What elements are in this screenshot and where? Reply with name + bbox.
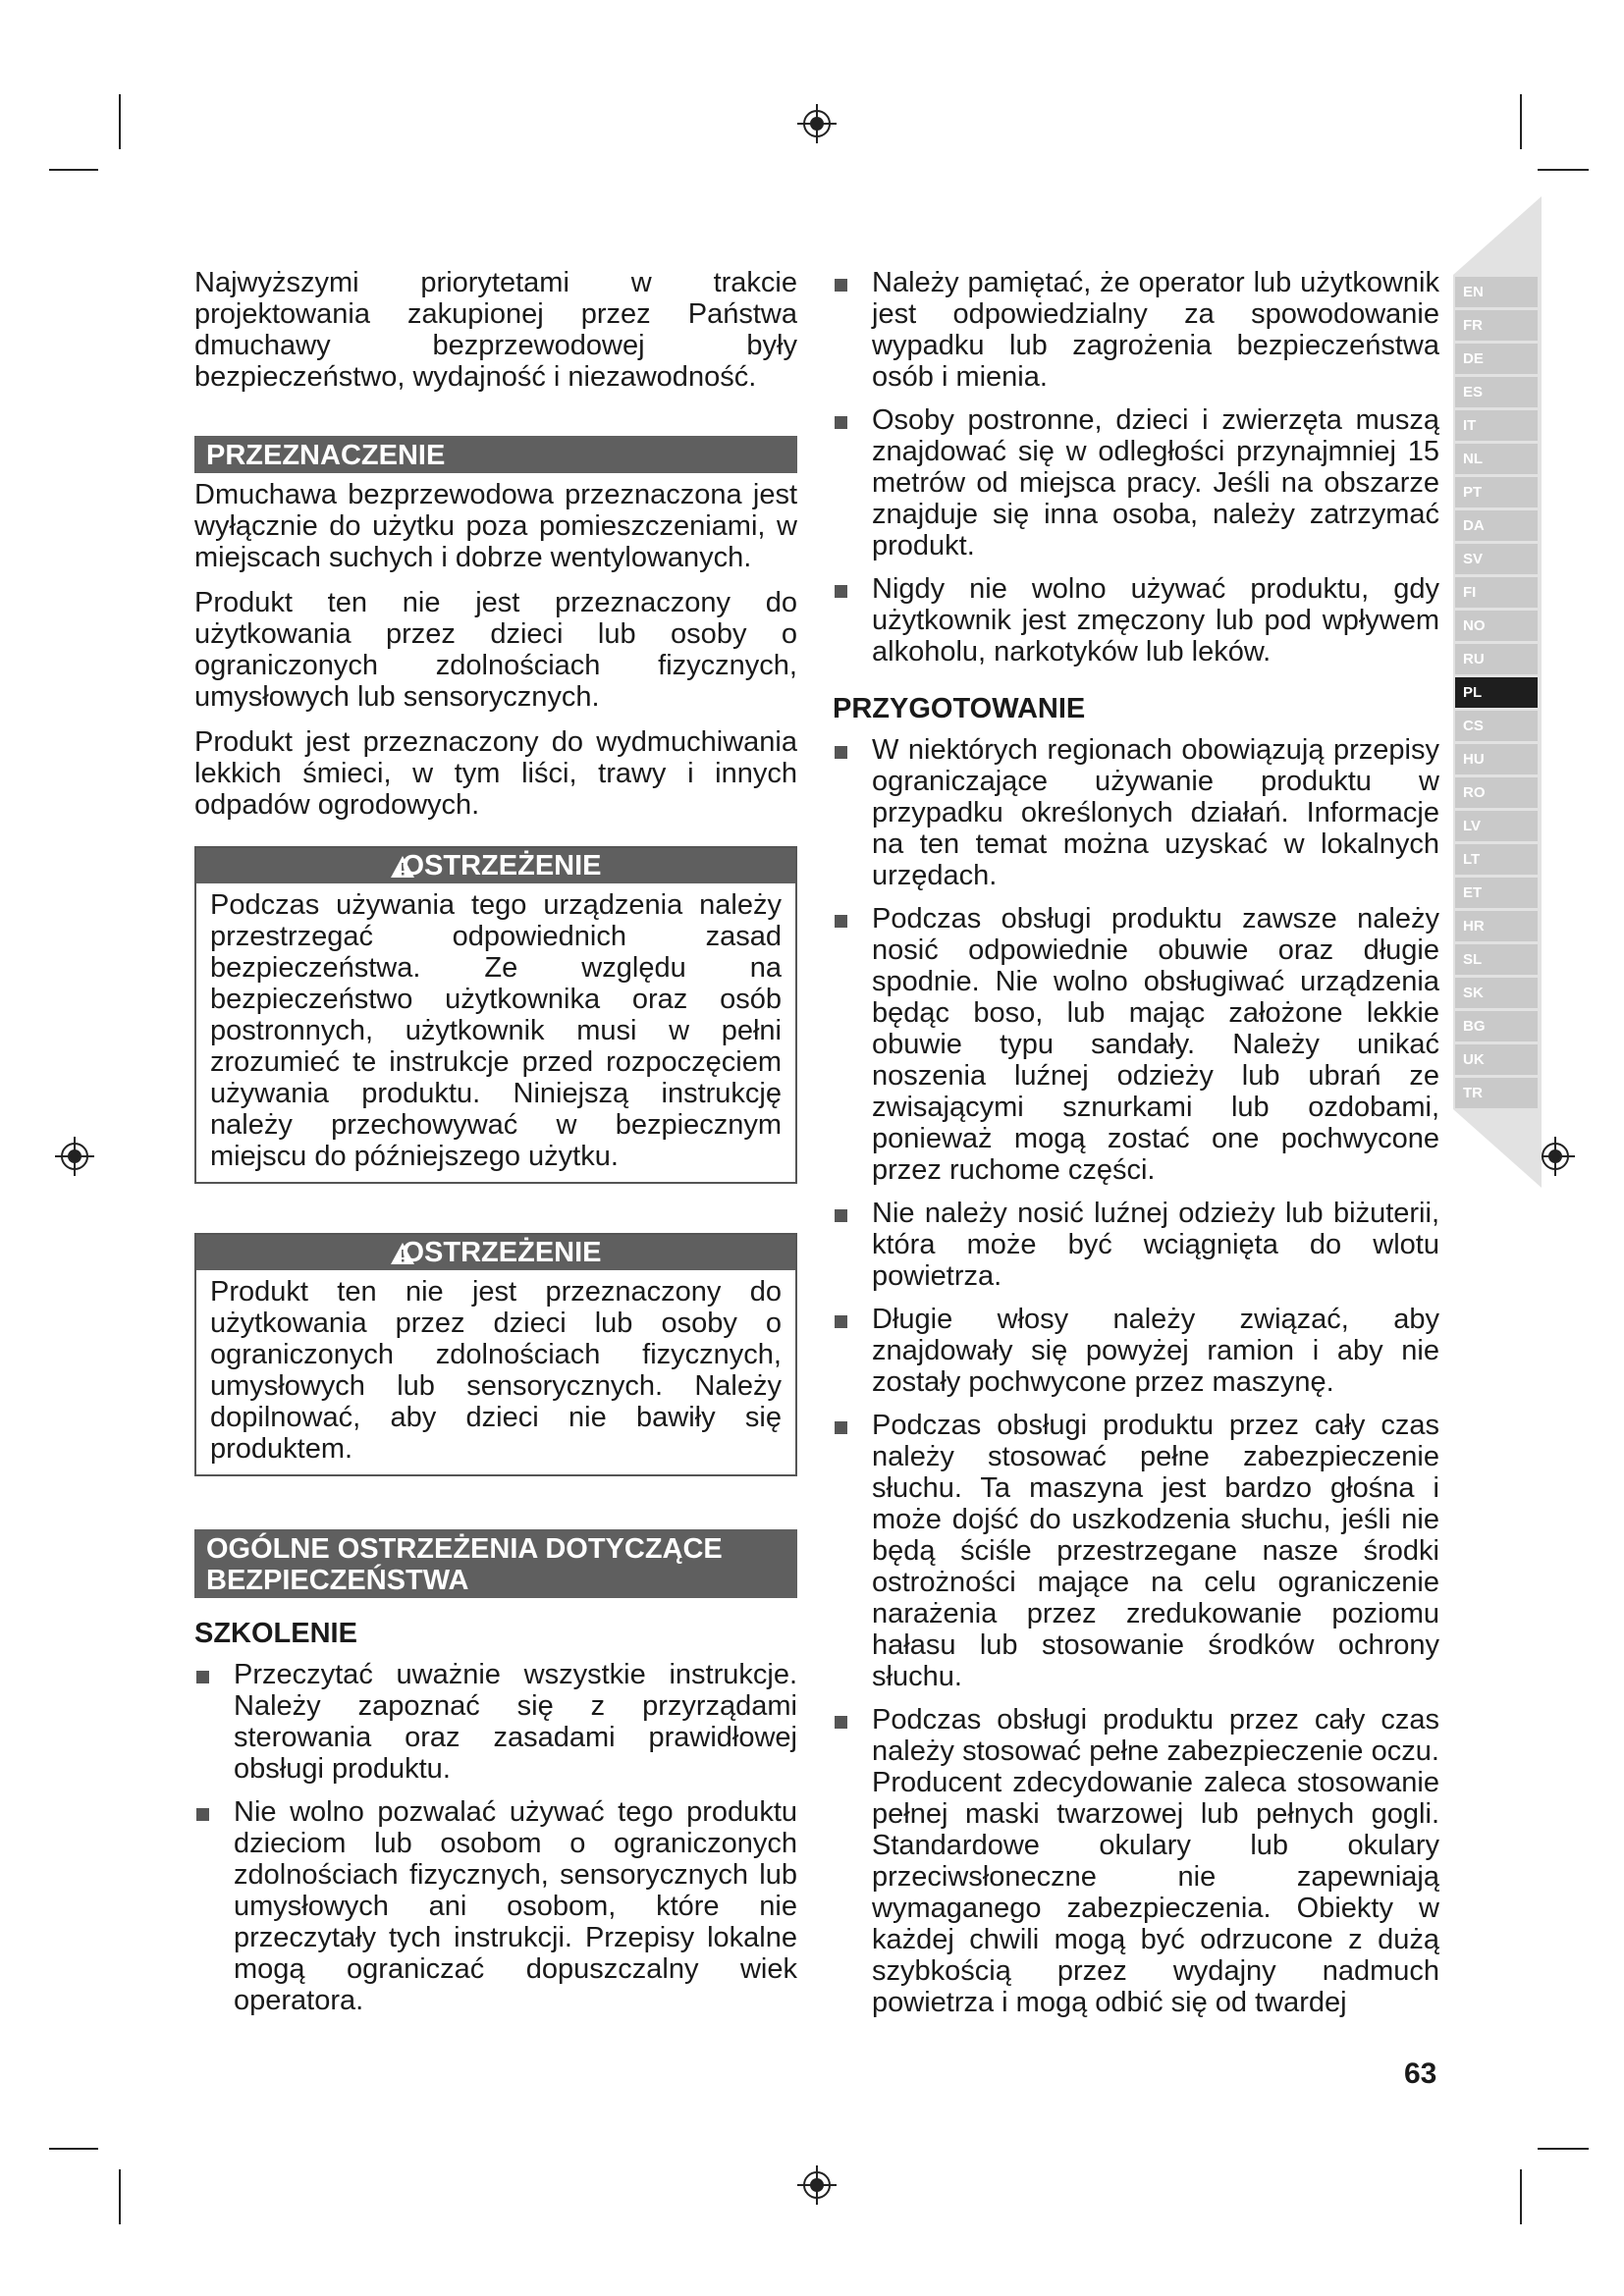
crop-mark-bottom-right-v <box>1520 2169 1522 2224</box>
paragraph: Dmuchawa bezprzewodowa przeznaczona jest wyłącznie do użytku poza pomieszczeniami, w miejscach suchych i dobrze wentylowanych. <box>194 479 797 573</box>
crop-mark-top-right-v <box>1520 94 1522 149</box>
paragraph: Produkt jest przeznaczony do wydmuchiwania lekkich śmieci, w tym liści, trawy i innych odpadów ogrodowych. <box>194 726 797 821</box>
language-tab-lt[interactable]: LT <box>1455 844 1538 875</box>
crop-mark-bottom-left-v <box>119 2169 121 2224</box>
warning-text: Podczas używania tego urządzenia należy przestrzegać odpowiednich zasad bezpieczeństwa. Ze względu na bezpieczeństwo użytkownika oraz osób postronnych, użytkownik musi w pełni zrozumieć te instrukcje przed rozpoczęciem używania produktu. Niniejszą instrukcję należy przechowywać w bezpiecznym miejscu do późniejszego użytku. <box>210 889 782 1172</box>
subheading-przygotowanie: PRZYGOTOWANIE <box>833 693 1086 724</box>
language-tab-bg[interactable]: BG <box>1455 1011 1538 1041</box>
intro-paragraph: Najwyższymi priorytetami w trakcie projektowania zakupionej przez Państwa dmuchawy bezprzewodowej były bezpieczeństwo, wydajność i niezawodność. <box>194 267 797 393</box>
language-tab-et[interactable]: ET <box>1455 878 1538 908</box>
language-tab-ru[interactable]: RU <box>1455 644 1538 674</box>
list-item: Podczas obsługi produktu przez cały czas należy stosować pełne zabezpieczenie oczu. Producent zdecydowanie zaleca stosowanie pełnej maski twarzowej lub pełnych gogli. Standardowe okulary lub okulary przeciwsłoneczne nie zapewniają wymaganego zabezpieczenia. Obiekty w każdej chwili mogą być odrzucone z dużą szybkością przez wydajny nadmuch powietrza i mogą odbić się od twardej <box>833 1704 1439 2018</box>
language-tab-uk[interactable]: UK <box>1455 1044 1538 1075</box>
list-item: Osoby postronne, dzieci i zwierzęta muszą znajdować się w odległości przynajmniej 15 metrów od miejsca pracy. Jeśli na obszarze znajduje się inna osoba, należy zatrzymać produkt. <box>833 404 1439 561</box>
language-tab-no[interactable]: NO <box>1455 611 1538 641</box>
list-item: Podczas obsługi produktu zawsze należy nosić odpowiednie obuwie oraz długie spodnie. Nie wolno obsługiwać urządzenia będąc boso, lub mając założone lekkie obuwie typu sandały. Należy unikać noszenia luźnej odzieży lub ubrań ze zwisającymi sznurkami lub ozdobami, ponieważ mogą zostać one pochwycone przez ruchome części. <box>833 903 1439 1186</box>
crop-mark-top-right-h <box>1538 169 1589 171</box>
list-item: Długie włosy należy związać, aby znajdowały się powyżej ramion i aby nie zostały pochwycone przez maszynę. <box>833 1304 1439 1398</box>
language-tab-hr[interactable]: HR <box>1455 911 1538 941</box>
language-tab-sv[interactable]: SV <box>1455 544 1538 574</box>
registration-mark-top-icon <box>795 102 839 145</box>
language-tab-pt[interactable]: PT <box>1455 477 1538 507</box>
language-tab-ro[interactable]: RO <box>1455 777 1538 808</box>
crop-mark-bottom-right-h <box>1538 2148 1589 2150</box>
section-header-general-safety: OGÓLNE OSTRZEŻENIA DOTYCZĄCE BEZPIECZEŃSTWA <box>194 1529 797 1598</box>
list-item: Należy pamiętać, że operator lub użytkownik jest odpowiedzialny za spowodowanie wypadku lub zagrożenia bezpieczeństwa osób i mienia. <box>833 267 1439 393</box>
warning-box <box>194 1233 797 1476</box>
list-item: Przeczytać uważnie wszystkie instrukcje. Należy zapoznać się z przyrządami sterowania oraz zasadami prawidłowej obsługi produktu. <box>194 1659 797 1785</box>
section-header-przeznaczenie: PRZEZNACZENIE <box>194 436 797 473</box>
language-tab-sl[interactable]: SL <box>1455 944 1538 975</box>
language-tab-lv[interactable]: LV <box>1455 811 1538 841</box>
language-tab-da[interactable]: DA <box>1455 510 1538 541</box>
page-number: 63 <box>1404 2057 1437 2090</box>
language-tabs <box>1455 277 1538 1111</box>
language-tab-fi[interactable]: FI <box>1455 577 1538 608</box>
language-tab-es[interactable]: ES <box>1455 377 1538 407</box>
bullet-list-przygotowanie <box>833 734 1439 2018</box>
list-item: Nie wolno pozwalać używać tego produktu dzieciom lub osobom o ograniczonych zdolnościach fizycznych, sensorycznych lub umysłowych ani osobom, które nie przeczytały tych instrukcji. Przepisy lokalne mogą ograniczać dopuszczalny wiek operatora. <box>194 1796 797 2016</box>
language-tab-nl[interactable]: NL <box>1455 444 1538 474</box>
left-column <box>194 267 797 2028</box>
warning-box <box>194 846 797 1184</box>
registration-mark-bottom-icon <box>795 2163 839 2207</box>
warning-header <box>196 848 795 883</box>
warning-text: Produkt ten nie jest przeznaczony do użytkowania przez dzieci lub osoby o ograniczonych zdolnościach fizycznych, umysłowych lub sensorycznych. Należy dopilnować, aby dzieci nie bawiły się produktem. <box>210 1276 782 1465</box>
right-column <box>833 267 1439 2030</box>
language-tab-pl[interactable]: PL <box>1455 677 1538 708</box>
registration-mark-left-icon <box>53 1135 96 1178</box>
language-tab-en[interactable]: EN <box>1455 277 1538 307</box>
list-item: Podczas obsługi produktu przez cały czas należy stosować pełne zabezpieczenie słuchu. Ta maszyna jest bardzo głośna i może dojść do uszkodzenia słuchu, jeśli nie będą ściśle przestrzegane nasze środki ostrożności mające na celu ograniczenie narażenia przez zredukowanie poziomu hałasu lub stosowanie środków ochrony słuchu. <box>833 1410 1439 1692</box>
bullet-list-general <box>833 267 1439 667</box>
paragraph: Produkt ten nie jest przeznaczony do użytkowania przez dzieci lub osoby o ograniczonych zdolnościach fizycznych, umysłowych lub sensorycznych. <box>194 587 797 713</box>
language-tab-fr[interactable]: FR <box>1455 310 1538 341</box>
warning-header <box>196 1235 795 1270</box>
list-item: W niektórych regionach obowiązują przepisy ograniczające używanie produktu w przypadku określonych działań. Informacje na ten temat można uzyskać w lokalnych urzędach. <box>833 734 1439 891</box>
crop-mark-bottom-left-h <box>49 2148 98 2150</box>
crop-mark-top-left-h <box>49 169 98 171</box>
warning-title: OSTRZEŻENIE <box>402 850 602 881</box>
list-item: Nie należy nosić luźnej odzieży lub biżuterii, która może być wciągnięta do wlotu powietrza. <box>833 1198 1439 1292</box>
language-tab-tr[interactable]: TR <box>1455 1078 1538 1108</box>
language-tab-de[interactable]: DE <box>1455 344 1538 374</box>
list-item: Nigdy nie wolno używać produktu, gdy użytkownik jest zmęczony lub pod wpływem alkoholu, narkotyków lub leków. <box>833 573 1439 667</box>
subheading-szkolenie: SZKOLENIE <box>194 1618 357 1649</box>
language-tab-cs[interactable]: CS <box>1455 711 1538 741</box>
crop-mark-top-left-v <box>119 94 121 149</box>
language-tab-sk[interactable]: SK <box>1455 978 1538 1008</box>
warning-title: OSTRZEŻENIE <box>402 1237 602 1268</box>
language-tab-hu[interactable]: HU <box>1455 744 1538 774</box>
bullet-list-szkolenie <box>194 1659 797 2016</box>
language-tab-it[interactable]: IT <box>1455 410 1538 441</box>
